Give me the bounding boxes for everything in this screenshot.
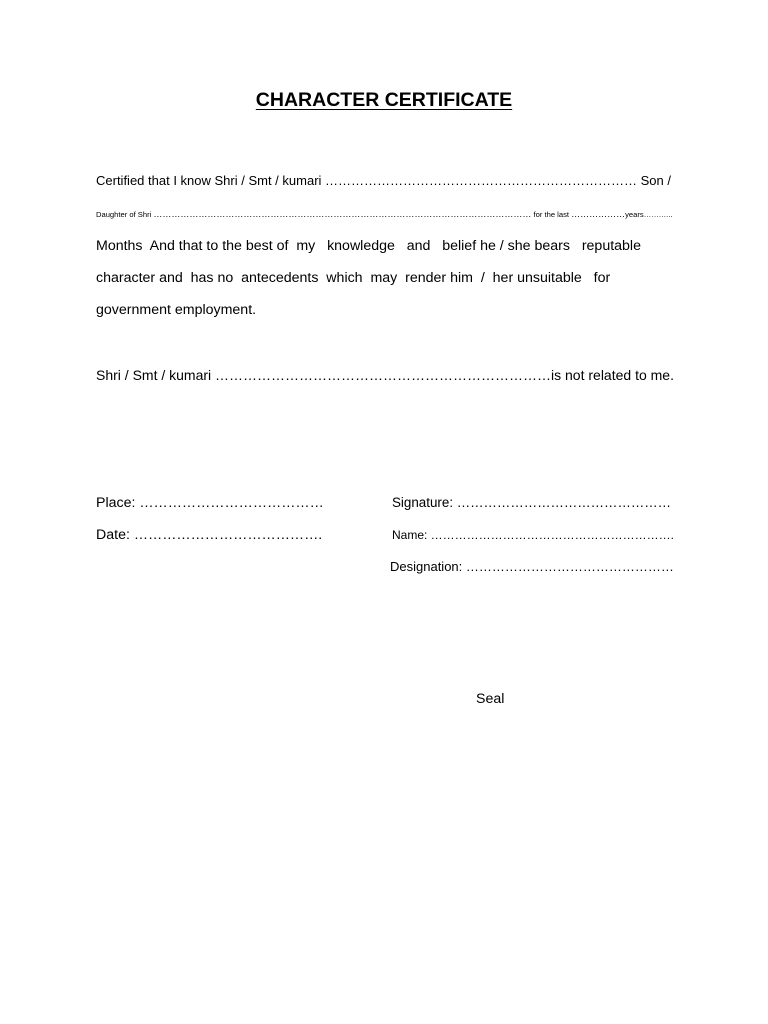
- body-line-2-text-c: years…….…..: [625, 210, 673, 219]
- name-field: Name: …………………………………………………….: [392, 528, 675, 542]
- date-field: Date: ………………………………….: [96, 527, 323, 543]
- signature-field: Signature: …………………………………………: [392, 495, 672, 510]
- body-line-3: Months And that to the best of my knowledge and belief he / she bears reputable: [96, 238, 641, 254]
- body-line-2-text-a: Daughter of Shri: [96, 210, 154, 219]
- designation-field: Designation: …………………………………………: [390, 559, 674, 574]
- body-line-5: government employment.: [96, 302, 257, 318]
- body-line-2: [96, 205, 673, 224]
- seal-label: Seal: [476, 691, 505, 707]
- father-name-blank: ………………………………………………………………………………………………………………: [153, 209, 532, 219]
- not-related-statement: Shri / Smt / kumari ………………………………………………………………is not related to me.: [96, 367, 674, 383]
- certificate-title: CHARACTER CERTIFICATE: [255, 89, 513, 111]
- body-line-2-text-b: for the last: [531, 210, 572, 219]
- place-field: Place: …………………………………: [96, 495, 324, 511]
- years-blank: ………………: [571, 209, 626, 219]
- body-line-4: character and has no antecedents which may render him / her unsuitable for: [96, 270, 611, 286]
- body-line-1: Certified that I know Shri / Smt / kumari ……………………………………………………………… Son /: [96, 173, 671, 188]
